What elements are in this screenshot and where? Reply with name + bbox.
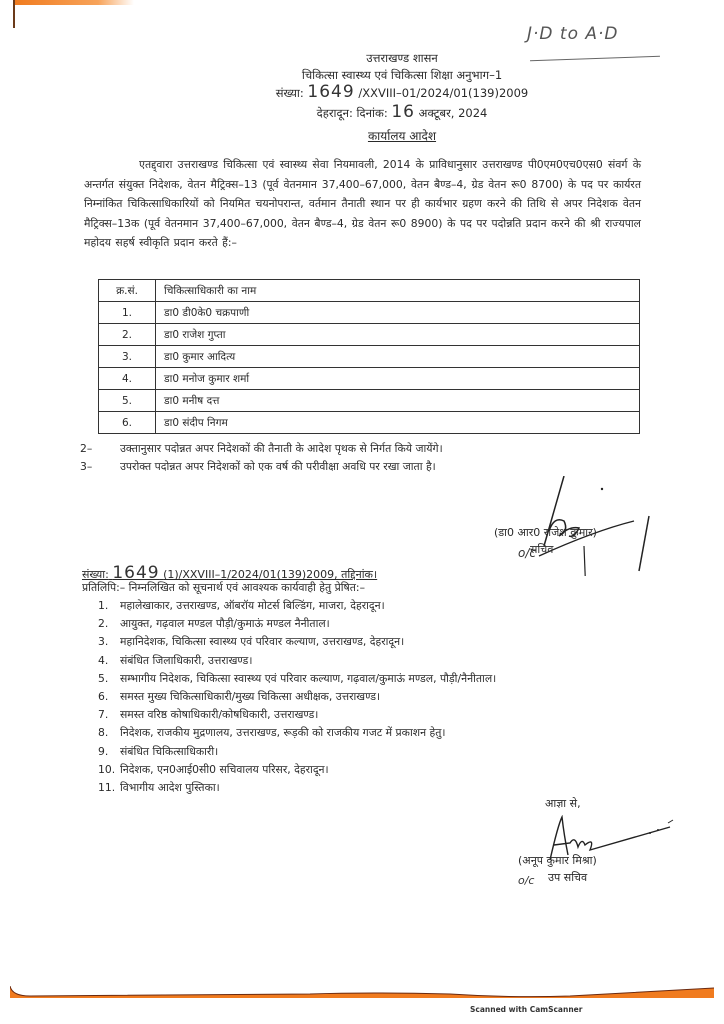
officer-serial: 2. [99, 324, 156, 346]
table-row [99, 346, 640, 368]
table-row [99, 302, 640, 324]
officer-name: डा0 संदीप निगम [156, 412, 640, 434]
recipient-text: समस्त वरिष्ठ कोषाधिकारी/कोषधिकारी, उत्तराखण्ड। [120, 708, 319, 722]
signatory-1-annotation: o/c [518, 546, 536, 560]
table-row [99, 324, 640, 346]
signatory-1-name: (डा0 आर0 राजेश कुमार) [494, 526, 597, 539]
signatory-2-name: (अनूप कुमार मिश्रा) [518, 854, 597, 867]
table-row [99, 390, 640, 412]
header-name: चिकित्साधिकारी का नाम [156, 280, 640, 302]
officer-serial: 6. [99, 412, 156, 434]
date-rest: अक्टूबर, 2024 [418, 106, 488, 120]
officer-serial: 5. [99, 390, 156, 412]
ref-number-handwritten: 1649 [307, 82, 355, 102]
note-item [80, 458, 443, 476]
recipient-text: महालेखाकार, उत्तराखण्ड, ऑबरॉय मोटर्स बिल्डिंग, माजरा, देहरादून। [120, 599, 385, 612]
list-item [98, 706, 496, 724]
recipient-text: सम्भागीय निदेशक, चिकित्सा स्वास्थ्य एवं परिवार कल्याण, गढ़वाल/कुमाऊं मण्डल, पौड़ी/नैनीताल। [120, 671, 497, 685]
officer-name: डा0 मनोज कुमार शर्मा [156, 368, 640, 390]
recipient-text: समस्त मुख्य चिकित्साधिकारी/मुख्य चिकित्सा अधीक्षक, उत्तराखण्ड। [120, 690, 381, 704]
recipient-number: 10. [98, 762, 116, 776]
recipient-list [98, 597, 496, 797]
note-text: उक्तानुसार पदोन्नत अपर निदेशकों की तैनाती के आदेश पृथक से निर्गत किये जायेंगे। [120, 442, 443, 455]
officer-name: डा0 डी0के0 चक्रपाणी [156, 302, 640, 324]
signatory-2-annotation: o/c [518, 874, 535, 887]
recipient-number: 7. [98, 708, 109, 722]
signatory-1-designation: सचिव [530, 543, 554, 556]
place-date-label: देहरादून: दिनांक: [316, 106, 388, 120]
scan-page-edge-left [13, 0, 15, 28]
section-heading: चिकित्सा स्वास्थ्य एवं चिकित्सा शिक्षा अनुभाग–1 [301, 68, 503, 82]
date-day-handwritten: 16 [391, 102, 415, 122]
list-item [98, 761, 496, 779]
ref-label: संख्या: [275, 86, 304, 100]
copy-ref-suffix: (1)/XXVIII–1/2024/01(139)2009, तद्दिनांक। [163, 568, 378, 581]
copy-ref-number-handwritten: 1649 [112, 563, 160, 583]
recipient-number: 8. [98, 726, 109, 740]
header-serial: क्र.सं. [99, 280, 156, 302]
recipient-text: संबंधित चिकित्साधिकारी। [120, 744, 219, 758]
officer-serial: 1. [99, 302, 156, 324]
reference-number [40, 84, 724, 102]
list-item [98, 779, 496, 797]
officer-serial: 3. [99, 346, 156, 368]
ref-suffix: /XXVIII–01/2024/01(139)2009 [358, 86, 529, 100]
officer-name: डा0 मनीष दत्त [156, 390, 640, 412]
signatory-2-designation: उप सचिव [548, 871, 588, 884]
note-number: 3– [80, 460, 93, 473]
list-item [98, 633, 496, 651]
recipient-number: 2. [98, 617, 109, 631]
list-item [98, 652, 496, 670]
copy-intro: प्रतिलिपि:– निम्नलिखित को सूचनार्थ एवं आवश्यक कार्यवाही हेतु प्रेषित:– [82, 581, 365, 594]
recipient-number: 9. [98, 744, 109, 758]
scan-page-edge-bottom [10, 986, 714, 998]
list-item [98, 743, 496, 761]
recipient-text: महानिदेशक, चिकित्सा स्वास्थ्य एवं परिवार कल्याण, उत्तराखण्ड, देहरादून। [120, 635, 405, 649]
note-item [80, 440, 443, 458]
by-order-text: आज्ञा से, [545, 797, 581, 810]
recipient-number: 11. [98, 781, 116, 795]
list-item [98, 597, 496, 615]
document-title: कार्यालय आदेश [367, 129, 437, 143]
table-row [99, 368, 640, 390]
officers-table [98, 279, 640, 434]
recipient-number: 6. [98, 690, 109, 704]
list-item [98, 615, 496, 633]
recipient-text: निदेशक, एन0आई0सी0 सचिवालय परिसर, देहरादून। [120, 762, 329, 776]
officer-name: डा0 राजेश गुप्ता [156, 324, 640, 346]
list-item [98, 724, 496, 742]
recipient-number: 4. [98, 653, 109, 667]
recipient-text: विभागीय आदेश पुस्तिका। [120, 781, 220, 795]
recipient-text: संबंधित जिलाधिकारी, उत्तराखण्ड। [120, 653, 253, 667]
recipient-text: आयुक्त, गढ़वाल मण्डल पौड़ी/कुमाऊं मण्डल नैनीताल। [120, 617, 330, 631]
recipient-number: 1. [98, 599, 109, 612]
note-number: 2– [80, 442, 93, 455]
list-item [98, 688, 496, 706]
recipient-text: निदेशक, राजकीय मुद्रणालय, उत्तराखण्ड, रूड़की को राजकीय गजट में प्रकाशन हेतु। [120, 726, 446, 740]
officer-serial: 4. [99, 368, 156, 390]
table-header-row [99, 280, 640, 302]
government-heading: उत्तराखण्ड शासन [366, 51, 438, 65]
table-row [99, 412, 640, 434]
copy-ref-label: संख्या: [82, 568, 109, 581]
scanner-watermark: Scanned with CamScanner [470, 1005, 583, 1014]
recipient-number: 3. [98, 635, 109, 649]
recipient-number: 5. [98, 671, 109, 685]
handwritten-note: J·D to A·D [527, 24, 619, 44]
note-text: उपरोक्त पदोन्नत अपर निदेशकों को एक वर्ष की परीवीक्षा अवधि पर रखा जाता है। [120, 460, 436, 473]
notes [80, 440, 443, 476]
place-date [40, 104, 724, 122]
scan-page-edge-top [14, 0, 134, 5]
list-item [98, 670, 496, 688]
order-paragraph: एतद्द्वारा उत्तराखण्ड चिकित्सा एवं स्वास्थ्य सेवा नियमावली, 2014 के प्राविधानुसार उत्तराखण्ड पी0एम0एच0एस0 संवर्ग के अन्तर्गत संयुक्त निदेशक, वेतन मैट्रिक्स–13 (पूर्व वेतनमान 37,400–67,000, वेतन बैण्ड–4, ग्रेड वेतन रू0 8700) के पद पर कार्यरत निम्नांकित चिकित्साधिकारियों को नियमित चयनोपरान्त, वर्तमान तैनाती स्थान पर ही कार्यभार ग्रहण करने की तिथि से अपर निदेशक वेतन मैट्रिक्स–13क (पूर्व वेतनमान 37,400–67,000, वेतन बैण्ड–4, ग्रेड वेतन रू0 8900) के पद पर पदोन्नति प्रदान करने की श्री राज्यपाल महोदय सहर्ष स्वीकृति प्रदान करते हैं:– [84, 158, 641, 249]
officer-name: डा0 कुमार आदित्य [156, 346, 640, 368]
